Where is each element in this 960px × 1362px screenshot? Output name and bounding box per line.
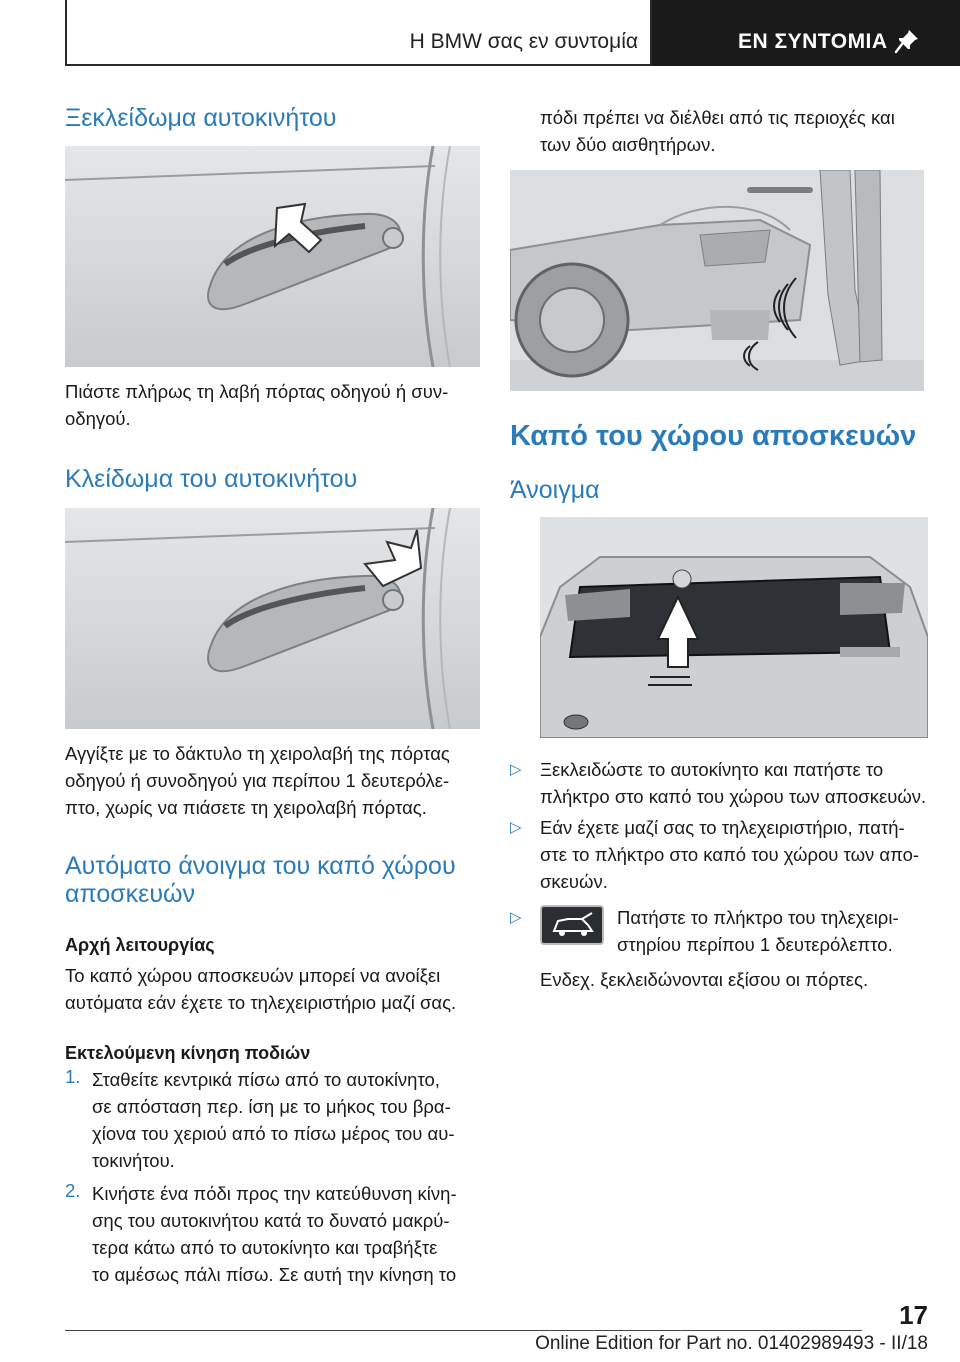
step-1-line-4: τοκινήτου. — [92, 1150, 175, 1171]
footer-edition-text: Online Edition for Part no. 01402989493 - II/18 — [535, 1333, 928, 1354]
bullet-triangle-icon: ▷ — [510, 761, 522, 778]
principle-text-line-2: αυτόματα εάν έχετε το τηλεχειριστήριο μαζί σας. — [65, 992, 457, 1013]
step-number: 2. — [65, 1180, 81, 1201]
page-number: 17 — [899, 1300, 928, 1330]
principle-heading: Αρχή λειτουργίας — [65, 935, 215, 955]
footer-divider — [65, 1330, 862, 1331]
unlock-heading: Ξεκλείδωμα αυτοκινήτου — [65, 104, 337, 132]
bullet-triangle-icon: ▷ — [510, 819, 522, 836]
step-1-line-2: σε απόσταση περ. ίση με το μήκος του βρα‐ — [92, 1096, 451, 1117]
door-handle-lock-image — [65, 508, 480, 729]
chapter-tab[interactable] — [652, 0, 960, 66]
continued-text-line-1: πόδι πρέπει να διέλθει από τις περιοχές και — [540, 107, 895, 128]
bullet-1-line-1: Ξεκλειδώστε το αυτοκίνητο και πατήστε το — [540, 759, 884, 780]
bullet-2-line-2: στε το πλήκτρο στο καπό του χώρου των απο‐ — [540, 844, 920, 865]
lock-text-line-3: πτο, χωρίς να πιάσετε τη χειρολαβή πόρτας. — [65, 797, 427, 818]
trunk-lid-heading: Καπό του χώρου αποσκευών — [510, 420, 917, 452]
bullet-1-line-2: πλήκτρο στο καπό του χώρου των αποσκευών. — [540, 786, 927, 807]
car-trunk-remote-icon — [540, 905, 604, 945]
chapter-label: ΕΝ ΣΥΝΤΟΜΙΑ — [738, 30, 888, 53]
unlock-text-line-2: οδηγού. — [65, 408, 131, 429]
bullet-2-line-3: σκευών. — [540, 871, 608, 892]
bullet-3-line-2: στηρίου περίπου 1 δευτερόλεπτο. — [617, 934, 893, 955]
foot-sensor-image — [510, 170, 924, 391]
result-text: Ενδεχ. ξεκλειδώνονται εξίσου οι πόρτες. — [540, 969, 869, 990]
opening-heading: Άνοιγμα — [510, 476, 600, 504]
bullet-2-line-1: Εάν έχετε μαζί σας το τηλεχειριστήριο, πατή‐ — [540, 817, 905, 838]
step-2-line-1: Κινήστε ένα πόδι προς την κατεύθυνση κίνη‐ — [92, 1183, 457, 1204]
principle-text-line-1: Το καπό χώρου αποσκευών μπορεί να ανοίξει — [65, 965, 441, 986]
header-underline — [65, 64, 652, 66]
step-1-line-1: Σταθείτε κεντρικά πίσω από το αυτοκίνητο, — [92, 1069, 440, 1090]
auto-open-heading-line-1: Αυτόματο άνοιγμα του καπό χώρου — [65, 852, 456, 880]
trunk-lid-image — [540, 517, 928, 738]
section-title: Η BMW σας εν συντομία — [409, 30, 638, 53]
bullet-triangle-icon: ▷ — [510, 909, 522, 926]
bullet-3-line-1: Πατήστε το πλήκτρο του τηλεχειρι‐ — [617, 907, 899, 928]
door-handle-unlock-image — [65, 146, 480, 367]
lock-heading: Κλείδωμα του αυτοκινήτου — [65, 465, 358, 493]
continued-text-line-2: των δύο αισθητήρων. — [540, 134, 716, 155]
foot-movement-heading: Εκτελούμενη κίνηση ποδιών — [65, 1043, 311, 1063]
pushpin-icon — [892, 26, 922, 56]
unlock-text-line-1: Πιάστε πλήρως τη λαβή πόρτας οδηγού ή συν‐ — [65, 381, 449, 402]
header-divider-left — [65, 0, 67, 66]
lock-text-line-2: οδηγού ή συνοδηγού για περίπου 1 δευτερόλε‐ — [65, 770, 450, 791]
step-number: 1. — [65, 1066, 81, 1087]
lock-text-line-1: Αγγίξτε με το δάκτυλο τη χειρολαβή της πόρτας — [65, 743, 450, 764]
step-2-line-4: το αμέσως πάλι πίσω. Σε αυτή την κίνηση το — [92, 1264, 457, 1285]
auto-open-heading-line-2: αποσκευών — [65, 880, 196, 908]
step-2-line-2: σης του αυτοκινήτου κατά το δυνατό μακρύ‐ — [92, 1210, 450, 1231]
step-1-line-3: χίονα του χεριού από το πίσω μέρος του αυ‐ — [92, 1123, 455, 1144]
step-2-line-3: τερα κάτω από το αυτοκίνητο και τραβήξτε — [92, 1237, 438, 1258]
